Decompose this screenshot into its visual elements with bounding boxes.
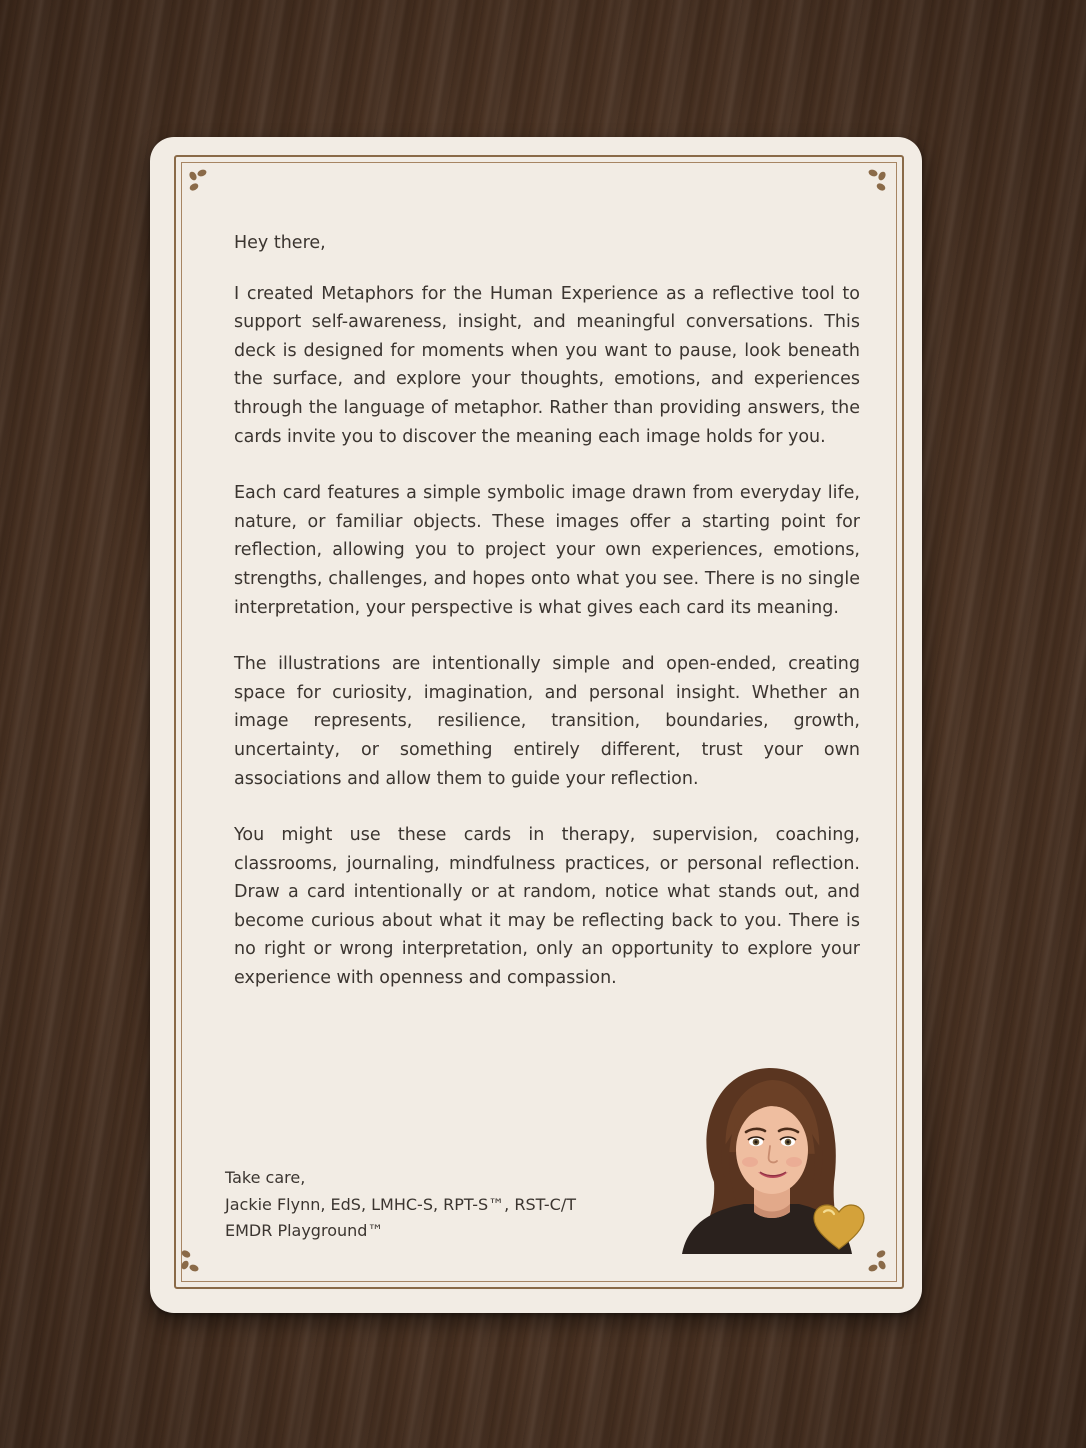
letter-card bbox=[150, 137, 922, 1313]
paragraph-intro: I created Metaphors for the Human Experience as a reflective tool to support self-awareness, insight, and meaningful conversations. This deck is designed for moments when you want to pause, look beneath the surface, and explore your thoughts, emotions, and experiences through the language of metaphor. Rather than providing answers, the cards invite you to discover the meaning each image holds for you. bbox=[234, 283, 860, 447]
closing: Take care, bbox=[225, 1168, 306, 1187]
leaf-ornament-icon bbox=[186, 167, 220, 201]
paragraph-illustrations: The illustrations are intentionally simple and open-ended, creating space for curiosity, imagination, and personal insight. Whether an image represents, resilience, transition, boundaries, growth, uncertainty, or something entirely different, trust your own associations and allow them to guide your reflection. bbox=[234, 654, 860, 789]
brand-name: EMDR Playground™ bbox=[225, 1221, 384, 1240]
author-name: Jackie Flynn, EdS, LMHC-S, RPT-S™, RST-C/T bbox=[225, 1194, 577, 1214]
leaf-ornament-icon bbox=[855, 167, 889, 201]
paragraph-images: Each card features a simple symbolic image drawn from everyday life, nature, or familiar objects. These images offer a starting point for reflection, allowing you to project your own experiences, emotions, strengths, challenges, and hopes onto what you see. There is no single interpretation, your perspective is what gives each card its meaning. bbox=[234, 483, 860, 618]
leaf-ornament-icon bbox=[178, 1240, 212, 1274]
author-avatar bbox=[674, 1062, 869, 1254]
paragraph-usage: You might use these cards in therapy, supervision, coaching, classrooms, journaling, mindfulness practices, or personal reflection. Draw a card intentionally or at random, notice what stands out, and become curious about what it may be reflecting back to you. There is no right or wrong interpretation, only an opportunity to explore your experience with openness and compassion. bbox=[234, 825, 860, 989]
letter-body bbox=[234, 229, 860, 1021]
greeting: Hey there, bbox=[234, 233, 326, 253]
signature-block bbox=[225, 1165, 576, 1245]
